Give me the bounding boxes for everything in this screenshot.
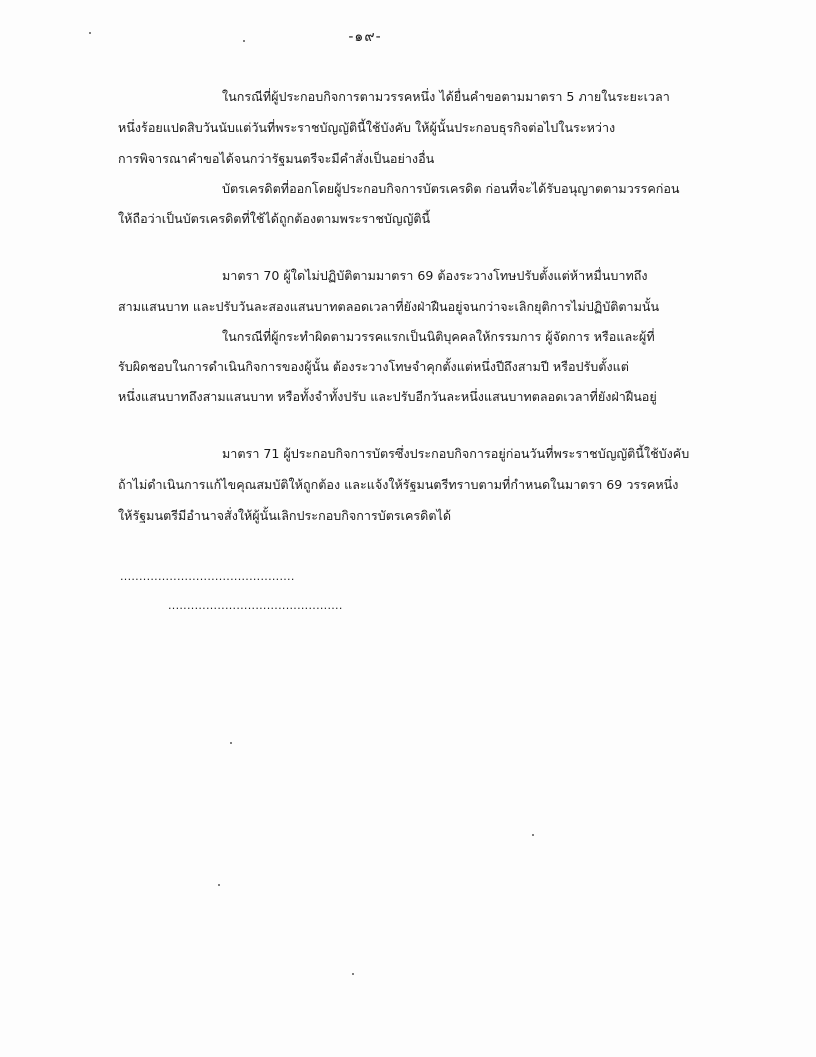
- section-70-para-2-line-2: รับผิดชอบในการดำเนินกิจการของผู้นั้น ต้องระวางโทษจำคุกตั้งแต่หนึ่งปีถึงสามปี หรือปรับตั้งแต่: [118, 359, 629, 374]
- section-70-line-2: สามแสนบาท และปรับวันละสองแสนบาทตลอดเวลาที่ยังฝ่าฝืนอยู่จนกว่าจะเลิกยุติการไม่ปฏิบัติตามนั้น: [118, 299, 660, 314]
- section-70-line-1: มาตรา 70 ผู้ใดไม่ปฏิบัติตามมาตรา 69 ต้องระวางโทษปรับตั้งแต่ห้าหมื่นบาทถึง: [222, 268, 648, 283]
- scan-speck: [218, 884, 220, 886]
- scan-speck: [89, 32, 91, 34]
- paragraph-2-line-2: ให้ถือว่าเป็นบัตรเครดิตที่ใช้ได้ถูกต้องตามพระราชบัญญัตินี้: [118, 211, 431, 226]
- page-number: -๑๙-: [348, 29, 382, 45]
- paragraph-2-line-1: บัตรเครดิตที่ออกโดยผู้ประกอบกิจการบัตรเครดิต ก่อนที่จะได้รับอนุญาตตามวรรคก่อน: [222, 181, 680, 196]
- scan-speck: [532, 834, 534, 836]
- section-70-para-2-line-1: ในกรณีที่ผู้กระทำผิดตามวรรคแรกเป็นนิติบุคคลให้กรรมการ ผู้จัดการ หรือและผู้ที่: [222, 329, 655, 344]
- paragraph-1-line-2: หนึ่งร้อยแปดสิบวันนับแต่วันที่พระราชบัญญัตินี้ใช้บังคับ ให้ผู้นั้นประกอบธุรกิจต่อไปในระหว่าง: [118, 120, 616, 135]
- dotted-line-2: ..............................................: [168, 599, 343, 612]
- dotted-line-1: ..............................................: [120, 570, 295, 583]
- section-71-line-2: ถ้าไม่ดำเนินการแก้ไขคุณสมบัติให้ถูกต้อง และแจ้งให้รัฐมนตรีทราบตามที่กำหนดในมาตรา 69 วรรคหนึ่ง: [118, 477, 679, 492]
- paragraph-1-line-3: การพิจารณาคำขอได้จนกว่ารัฐมนตรีจะมีคำสั่งเป็นอย่างอื่น: [118, 151, 435, 166]
- paragraph-1-line-1: ในกรณีที่ผู้ประกอบกิจการตามวรรคหนึ่ง ได้ยื่นคำขอตามมาตรา 5 ภายในระยะเวลา: [222, 89, 670, 104]
- scan-speck: [352, 973, 354, 975]
- section-71-line-1: มาตรา 71 ผู้ประกอบกิจการบัตรซึ่งประกอบกิจการอยู่ก่อนวันที่พระราชบัญญัตินี้ใช้บังคับ: [222, 446, 690, 461]
- scan-speck: [243, 40, 245, 42]
- section-71-line-3: ให้รัฐมนตรีมีอำนาจสั่งให้ผู้นั้นเลิกประกอบกิจการบัตรเครดิตได้: [118, 508, 452, 523]
- scan-speck: [230, 742, 232, 744]
- section-70-para-2-line-3: หนึ่งแสนบาทถึงสามแสนบาท หรือทั้งจำทั้งปรับ และปรับอีกวันละหนึ่งแสนบาทตลอดเวลาที่ยังฝ่าฝืนอยู่: [118, 389, 657, 404]
